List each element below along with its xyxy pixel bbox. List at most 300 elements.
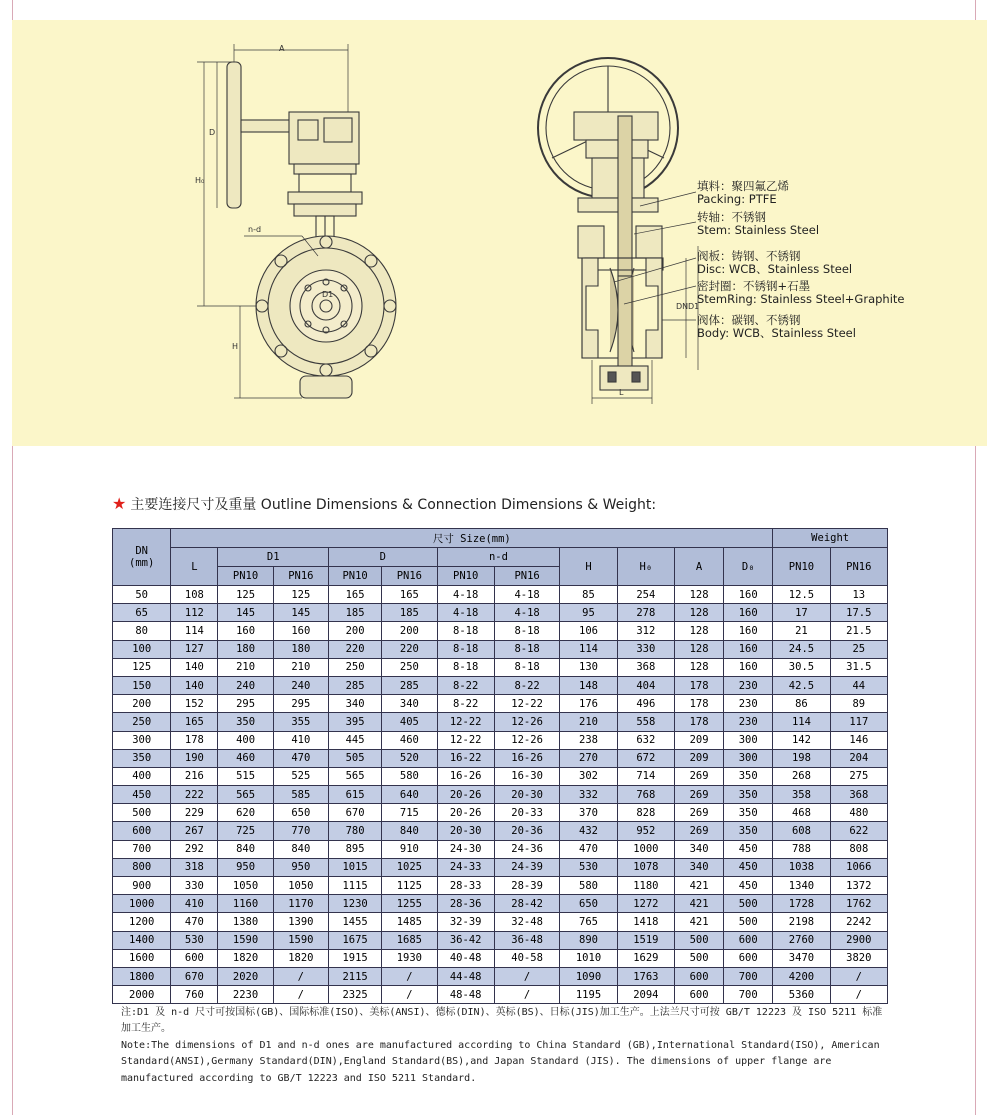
- table-cell: 12-26: [494, 731, 560, 749]
- table-row: [113, 858, 888, 876]
- table-cell: /: [494, 986, 560, 1004]
- table-cell: 160: [724, 658, 773, 676]
- table-cell: 40-48: [437, 949, 494, 967]
- table-cell: 250: [328, 658, 381, 676]
- table-cell: 355: [273, 713, 328, 731]
- table-cell: 125: [218, 586, 273, 604]
- table-cell: 1762: [830, 895, 887, 913]
- table-cell: 950: [273, 858, 328, 876]
- table-cell: 198: [773, 749, 830, 767]
- table-cell: 1728: [773, 895, 830, 913]
- dim-nd-label: n-d: [248, 225, 262, 234]
- table-cell: 1160: [218, 895, 273, 913]
- table-cell: /: [830, 967, 887, 985]
- table-cell: 128: [675, 622, 724, 640]
- table-cell: 585: [273, 786, 328, 804]
- table-cell: 176: [560, 695, 617, 713]
- table-cell: 1200: [113, 913, 171, 931]
- table-cell: 128: [675, 658, 724, 676]
- notes: [121, 1005, 891, 1087]
- table-cell: 895: [328, 840, 381, 858]
- table-cell: 1590: [273, 931, 328, 949]
- table-cell: 530: [560, 858, 617, 876]
- table-cell: 165: [328, 586, 381, 604]
- table-cell: 368: [830, 786, 887, 804]
- gear-housing: [574, 112, 658, 140]
- callout-body-cn: 阀体：碳钢、不锈钢: [697, 313, 801, 327]
- table-cell: 405: [382, 713, 437, 731]
- dim-h0-label: H₀: [195, 176, 205, 185]
- table-cell: 1255: [382, 895, 437, 913]
- table-cell: 670: [328, 804, 381, 822]
- table-cell: 4-18: [494, 586, 560, 604]
- table-cell: 470: [171, 913, 218, 931]
- table-cell: 8-18: [437, 622, 494, 640]
- table-cell: 48-48: [437, 986, 494, 1004]
- section-heading: [112, 494, 656, 514]
- table-cell: 240: [273, 676, 328, 694]
- table-cell: 165: [171, 713, 218, 731]
- table-row: [113, 695, 888, 713]
- table-cell: 216: [171, 767, 218, 785]
- table-cell: 2198: [773, 913, 830, 931]
- table-cell: 1010: [560, 949, 617, 967]
- table-body: [113, 586, 888, 1004]
- table-cell: 445: [328, 731, 381, 749]
- table-cell: 114: [560, 640, 617, 658]
- dim-d-label: D: [209, 128, 216, 137]
- table-row: [113, 913, 888, 931]
- table-cell: 269: [675, 804, 724, 822]
- table-cell: 470: [560, 840, 617, 858]
- table-cell: 650: [560, 895, 617, 913]
- table-cell: 1400: [113, 931, 171, 949]
- table-cell: 12-22: [494, 695, 560, 713]
- table-cell: /: [273, 986, 328, 1004]
- table-row: [113, 676, 888, 694]
- table-cell: 160: [724, 640, 773, 658]
- table-cell: 770: [273, 822, 328, 840]
- table-cell: 128: [675, 640, 724, 658]
- table-cell: 332: [560, 786, 617, 804]
- table-cell: 1066: [830, 858, 887, 876]
- table-cell: 715: [382, 804, 437, 822]
- table-cell: 140: [171, 658, 218, 676]
- table-cell: 670: [171, 967, 218, 985]
- table-cell: 145: [273, 604, 328, 622]
- table-cell: 3470: [773, 949, 830, 967]
- table-cell: 1590: [218, 931, 273, 949]
- table-cell: 2760: [773, 931, 830, 949]
- table-cell: 16-30: [494, 767, 560, 785]
- header-dn-text: DN: [135, 545, 148, 557]
- table-cell: 8-18: [437, 658, 494, 676]
- valve-drawing-panel: [12, 20, 987, 446]
- table-cell: 130: [560, 658, 617, 676]
- table-cell: 8-22: [437, 695, 494, 713]
- table-cell: 400: [218, 731, 273, 749]
- callout-stem-en: Stem: Stainless Steel: [697, 223, 820, 237]
- table-cell: /: [830, 986, 887, 1004]
- table-cell: 150: [113, 676, 171, 694]
- table-cell: 24-33: [437, 858, 494, 876]
- table-cell: 125: [113, 658, 171, 676]
- table-cell: 330: [171, 877, 218, 895]
- table-cell: 20-36: [494, 822, 560, 840]
- table-cell: 4-18: [494, 604, 560, 622]
- dim-dn-label: DN: [676, 302, 689, 311]
- table-cell: 300: [724, 749, 773, 767]
- table-cell: 1000: [113, 895, 171, 913]
- table-cell: 900: [113, 877, 171, 895]
- table-cell: 65: [113, 604, 171, 622]
- table-cell: 300: [724, 731, 773, 749]
- table-cell: /: [273, 967, 328, 985]
- table-cell: 1675: [328, 931, 381, 949]
- table-cell: 1000: [617, 840, 674, 858]
- table-cell: 24-39: [494, 858, 560, 876]
- table-cell: 480: [830, 804, 887, 822]
- table-cell: 525: [273, 767, 328, 785]
- table-cell: 1390: [273, 913, 328, 931]
- table-cell: 1195: [560, 986, 617, 1004]
- table-cell: 1800: [113, 967, 171, 985]
- table-cell: 127: [171, 640, 218, 658]
- table-cell: 421: [675, 895, 724, 913]
- table-cell: 12.5: [773, 586, 830, 604]
- table-cell: 160: [273, 622, 328, 640]
- table-cell: 24-30: [437, 840, 494, 858]
- table-row: [113, 767, 888, 785]
- table-cell: 190: [171, 749, 218, 767]
- table-cell: 114: [773, 713, 830, 731]
- table-cell: 565: [328, 767, 381, 785]
- table-cell: 112: [171, 604, 218, 622]
- table-cell: 330: [617, 640, 674, 658]
- table-cell: 20-30: [437, 822, 494, 840]
- table-cell: 1629: [617, 949, 674, 967]
- dim-d1-section-label: D1: [688, 302, 700, 311]
- table-cell: 1180: [617, 877, 674, 895]
- table-cell: 302: [560, 767, 617, 785]
- table-cell: 17: [773, 604, 830, 622]
- callout-stemring-en: StemRing: Stainless Steel+Graphite: [697, 292, 905, 306]
- table-cell: 2900: [830, 931, 887, 949]
- header-d1-pn16: PN16: [273, 567, 328, 586]
- table-cell: 1170: [273, 895, 328, 913]
- table-cell: 24-36: [494, 840, 560, 858]
- callout-disc-cn: 阀板：铸钢、不锈钢: [697, 249, 801, 263]
- table-cell: 565: [218, 786, 273, 804]
- table-cell: 340: [382, 695, 437, 713]
- table-cell: 32-48: [494, 913, 560, 931]
- table-cell: 1115: [328, 877, 381, 895]
- table-cell: 350: [724, 767, 773, 785]
- dim-a-label: A: [279, 44, 285, 53]
- table-cell: 2242: [830, 913, 887, 931]
- table-cell: 229: [171, 804, 218, 822]
- front-view: [197, 44, 396, 398]
- table-row: [113, 949, 888, 967]
- callout-body-en: Body: WCB、Stainless Steel: [697, 326, 856, 340]
- dim-l-label: L: [619, 388, 624, 397]
- table-cell: 350: [218, 713, 273, 731]
- table-cell: 1125: [382, 877, 437, 895]
- table-cell: 650: [273, 804, 328, 822]
- table-cell: /: [382, 967, 437, 985]
- table-cell: 1090: [560, 967, 617, 985]
- table-cell: 28-36: [437, 895, 494, 913]
- table-cell: 615: [328, 786, 381, 804]
- table-cell: 8-18: [437, 640, 494, 658]
- stem: [618, 116, 632, 276]
- table-cell: 608: [773, 822, 830, 840]
- dim-d1-label: D1: [322, 290, 334, 299]
- table-cell: 2115: [328, 967, 381, 985]
- table-cell: 89: [830, 695, 887, 713]
- table-cell: 178: [675, 676, 724, 694]
- header-d-pn16: PN16: [382, 567, 437, 586]
- table-cell: 12-22: [437, 731, 494, 749]
- header-l: L: [171, 548, 218, 586]
- table-cell: 1272: [617, 895, 674, 913]
- table-cell: 200: [328, 622, 381, 640]
- table-cell: 450: [724, 858, 773, 876]
- table-row: [113, 895, 888, 913]
- table-cell: 2230: [218, 986, 273, 1004]
- table-cell: 210: [560, 713, 617, 731]
- table-cell: 2094: [617, 986, 674, 1004]
- table-cell: 180: [273, 640, 328, 658]
- table-cell: 5360: [773, 986, 830, 1004]
- callout-body: [697, 314, 856, 340]
- section-heading-text: 主要连接尺寸及重量 Outline Dimensions & Connection Dimensions & Weight:: [130, 497, 657, 513]
- table-cell: 204: [830, 749, 887, 767]
- table-cell: 210: [218, 658, 273, 676]
- table-cell: 505: [328, 749, 381, 767]
- table-cell: 44: [830, 676, 887, 694]
- table-cell: 30.5: [773, 658, 830, 676]
- table-cell: 470: [273, 749, 328, 767]
- table-cell: 128: [675, 586, 724, 604]
- table-cell: 1050: [273, 877, 328, 895]
- table-cell: 788: [773, 840, 830, 858]
- table-cell: 1915: [328, 949, 381, 967]
- table-cell: 8-18: [494, 658, 560, 676]
- table-cell: 300: [113, 731, 171, 749]
- table-cell: 254: [617, 586, 674, 604]
- callout-stem-cn: 转轴：不锈钢: [697, 210, 766, 224]
- table-cell: 600: [171, 949, 218, 967]
- table-row: [113, 986, 888, 1004]
- table-cell: 8-18: [494, 622, 560, 640]
- table-cell: 700: [113, 840, 171, 858]
- table-cell: 28-42: [494, 895, 560, 913]
- callout-stemring-cn: 密封圈：不锈钢+石墨: [697, 279, 811, 293]
- table-cell: 421: [675, 877, 724, 895]
- table-cell: 1685: [382, 931, 437, 949]
- table-cell: 44-48: [437, 967, 494, 985]
- table-cell: 269: [675, 767, 724, 785]
- table-cell: 185: [382, 604, 437, 622]
- table-row: [113, 840, 888, 858]
- handwheel-spoke: [241, 120, 291, 132]
- table-cell: 200: [113, 695, 171, 713]
- table-cell: 230: [724, 713, 773, 731]
- table-cell: 250: [113, 713, 171, 731]
- table-cell: 515: [218, 767, 273, 785]
- table-cell: 600: [724, 931, 773, 949]
- table-cell: 828: [617, 804, 674, 822]
- note-en: Note:The dimensions of D1 and n-d ones are manufactured according to China Standard (GB),International Standard(ISO), American Standard(ANSI),Germany Standard(DIN),England Standard(BS),and Japan Standard (JIS). The dimensions of upper flange are manufactured according to GB/T 12223 and ISO 5211 Standard.: [121, 1039, 880, 1084]
- table-cell: 165: [382, 586, 437, 604]
- table-cell: 421: [675, 913, 724, 931]
- table-cell: 2020: [218, 967, 273, 985]
- dim-h-label: H: [232, 342, 239, 351]
- table-cell: 600: [675, 967, 724, 985]
- section-view: [538, 58, 698, 404]
- table-cell: 1340: [773, 877, 830, 895]
- table-cell: 1820: [218, 949, 273, 967]
- table-cell: 40-58: [494, 949, 560, 967]
- table-cell: 500: [675, 949, 724, 967]
- table-cell: 404: [617, 676, 674, 694]
- table-cell: 152: [171, 695, 218, 713]
- table-cell: 117: [830, 713, 887, 731]
- table-cell: 890: [560, 931, 617, 949]
- header-dn: [113, 529, 171, 586]
- header-d0: D₀: [724, 548, 773, 586]
- table-cell: 100: [113, 640, 171, 658]
- table-cell: 840: [382, 822, 437, 840]
- table-cell: 220: [382, 640, 437, 658]
- table-cell: 1519: [617, 931, 674, 949]
- table-cell: 500: [724, 913, 773, 931]
- table-cell: 520: [382, 749, 437, 767]
- star-icon: ★: [112, 494, 127, 513]
- table-cell: 3820: [830, 949, 887, 967]
- table-cell: 500: [675, 931, 724, 949]
- table-row: [113, 804, 888, 822]
- table-cell: 1820: [273, 949, 328, 967]
- table-cell: 1763: [617, 967, 674, 985]
- table-cell: 620: [218, 804, 273, 822]
- table-cell: 410: [171, 895, 218, 913]
- table-cell: 13: [830, 586, 887, 604]
- table-cell: 240: [218, 676, 273, 694]
- table-cell: 450: [724, 877, 773, 895]
- table-cell: 368: [617, 658, 674, 676]
- table-cell: 530: [171, 931, 218, 949]
- table-cell: 1380: [218, 913, 273, 931]
- table-row: [113, 931, 888, 949]
- table-cell: 460: [218, 749, 273, 767]
- table-cell: 20-30: [494, 786, 560, 804]
- table-cell: 209: [675, 749, 724, 767]
- table-row: [113, 877, 888, 895]
- header-size: 尺寸 Size(mm): [171, 529, 773, 548]
- table-cell: 200: [382, 622, 437, 640]
- table-cell: 910: [382, 840, 437, 858]
- table-row: [113, 731, 888, 749]
- table-cell: 146: [830, 731, 887, 749]
- table-cell: 468: [773, 804, 830, 822]
- table-cell: 21: [773, 622, 830, 640]
- table-cell: 950: [218, 858, 273, 876]
- callout-packing-cn: 填料：聚四氟乙烯: [697, 179, 789, 193]
- table-cell: 1015: [328, 858, 381, 876]
- table-cell: 36-48: [494, 931, 560, 949]
- table-cell: 32-39: [437, 913, 494, 931]
- table-row: [113, 604, 888, 622]
- table-cell: 1078: [617, 858, 674, 876]
- table-cell: 42.5: [773, 676, 830, 694]
- table-cell: 8-22: [437, 676, 494, 694]
- table-cell: 340: [675, 840, 724, 858]
- table-cell: 50: [113, 586, 171, 604]
- table-cell: 230: [724, 676, 773, 694]
- table-cell: 28-39: [494, 877, 560, 895]
- table-cell: 340: [675, 858, 724, 876]
- table-cell: 622: [830, 822, 887, 840]
- callout-packing: [697, 180, 789, 206]
- table-cell: /: [382, 986, 437, 1004]
- table-cell: 85: [560, 586, 617, 604]
- table-cell: 230: [724, 695, 773, 713]
- table-cell: 725: [218, 822, 273, 840]
- table-cell: 185: [328, 604, 381, 622]
- table-cell: 340: [328, 695, 381, 713]
- table-cell: 500: [724, 895, 773, 913]
- table-cell: 106: [560, 622, 617, 640]
- table-cell: 178: [675, 695, 724, 713]
- header-a: A: [675, 548, 724, 586]
- table-cell: 4-18: [437, 586, 494, 604]
- header-d: D: [328, 548, 437, 567]
- table-cell: 20-33: [494, 804, 560, 822]
- table-cell: 145: [218, 604, 273, 622]
- table-cell: 125: [273, 586, 328, 604]
- table-cell: 21.5: [830, 622, 887, 640]
- callout-disc: [697, 250, 852, 276]
- table-cell: 765: [560, 913, 617, 931]
- table-cell: 432: [560, 822, 617, 840]
- table-cell: 1372: [830, 877, 887, 895]
- table-cell: 24.5: [773, 640, 830, 658]
- table-cell: 1230: [328, 895, 381, 913]
- handwheel-edge: [227, 62, 241, 208]
- table-cell: 312: [617, 622, 674, 640]
- table-cell: 632: [617, 731, 674, 749]
- table-cell: 500: [113, 804, 171, 822]
- table-cell: 20-26: [437, 786, 494, 804]
- table-cell: 20-26: [437, 804, 494, 822]
- table-cell: 808: [830, 840, 887, 858]
- table-row: [113, 786, 888, 804]
- table-row: [113, 658, 888, 676]
- callout-stemring: [697, 280, 904, 306]
- table-cell: 1600: [113, 949, 171, 967]
- table-cell: 31.5: [830, 658, 887, 676]
- table-cell: 108: [171, 586, 218, 604]
- table-cell: 278: [617, 604, 674, 622]
- table-cell: 222: [171, 786, 218, 804]
- table-cell: 2325: [328, 986, 381, 1004]
- table-cell: 80: [113, 622, 171, 640]
- table-cell: 370: [560, 804, 617, 822]
- table-cell: 640: [382, 786, 437, 804]
- table-cell: 350: [724, 786, 773, 804]
